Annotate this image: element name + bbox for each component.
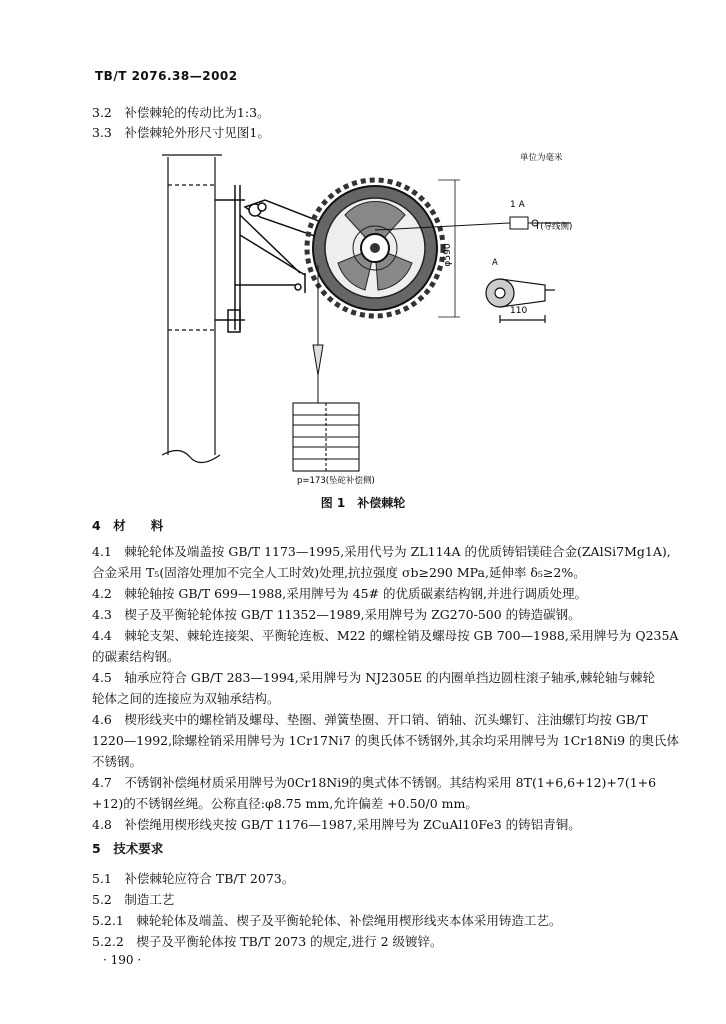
figure-ratchet-drawing	[150, 145, 610, 490]
section-5-title: 5 技术要求	[92, 841, 164, 856]
label-p-side: p=173(坠砣补偿侧)	[297, 476, 375, 486]
item-5-2: 5.2 制造工艺	[92, 892, 175, 907]
item-4-5-line-1: 4.5 轴承应符合 GB/T 283—1994,采用牌号为 NJ2305E 的内圈单挡边圆柱滚子轴承,棘轮轴与棘轮	[92, 670, 656, 685]
ratchet-wheel-drawing	[307, 180, 443, 316]
item-4-6-line-3: 不锈钢。	[92, 754, 143, 769]
item-4-4-line-1: 4.4 棘轮支架、棘轮连接架、平衡轮连板、M22 的螺栓销及螺母按 GB 700—1988,采用牌号为 Q235A	[92, 628, 679, 643]
item-4-4-line-2: 的碳素结构钢。	[92, 649, 180, 664]
clause-text: 补偿棘轮外形尺寸见图1。	[124, 125, 270, 140]
section-4-body	[92, 541, 680, 835]
diameter-label: φ590	[443, 243, 453, 267]
item-4-7-line-2: +12)的不锈钢丝绳。公称直径:φ8.75 mm,允许偏差 +0.50/0 mm。	[92, 796, 478, 811]
item-4-6-line-1: 4.6 楔形线夹中的螺栓销及螺母、垫圈、弹簧垫圈、开口销、销轴、沉头螺钉、注油螺钉均按 GB/T	[92, 712, 648, 727]
pole-drawing	[162, 155, 222, 463]
counterweight-stack	[293, 403, 359, 471]
label-t-side: T(导线侧)	[535, 222, 573, 232]
dim-110-label: 110	[510, 306, 528, 316]
clause-3-2	[92, 104, 270, 122]
clause-text: 补偿棘轮的传动比为1:3。	[124, 105, 270, 120]
standard-number-header: TB/T 2076.38—2002	[95, 69, 238, 83]
clause-3-3	[92, 124, 270, 142]
label-1a: 1 A	[510, 200, 525, 210]
clause-number: 3.2	[92, 105, 112, 120]
section-4-title: 4 材 料	[92, 518, 164, 533]
item-4-8: 4.8 补偿绳用楔形线夹按 GB/T 1176—1987,采用牌号为 ZCuAl10Fe3 的铸铝青铜。	[92, 817, 581, 832]
page-number: · 190 ·	[103, 953, 142, 967]
cable-to-weights	[313, 265, 323, 403]
section-5-body	[92, 868, 652, 952]
item-5-2-1: 5.2.1 棘轮轮体及端盖、楔子及平衡轮轮体、补偿绳用楔形线夹本体采用铸造工艺。	[92, 913, 562, 928]
item-5-1: 5.1 补偿棘轮应符合 TB/T 2073。	[92, 871, 295, 886]
item-4-3: 4.3 楔子及平衡轮轮体按 GB/T 11352—1989,采用牌号为 ZG270-500 的铸造碳钢。	[92, 607, 581, 622]
label-a: A	[492, 258, 498, 268]
item-4-1-line-2: 合金采用 T₅(固溶处理加不完全人工时效)处理,抗拉强度 σb≥290 MPa,延伸率 δ₅≥2%。	[92, 565, 586, 580]
item-4-2: 4.2 棘轮轴按 GB/T 699—1988,采用牌号为 45# 的优质碳素结构钢,并进行调质处理。	[92, 586, 588, 601]
figure-caption: 图 1 补偿棘轮	[320, 496, 406, 510]
item-4-7-line-1: 4.7 不锈钢补偿绳材质采用牌号为0Cr18Ni9的奥式体不锈钢。其结构采用 8T(1+6,6+12)+7(1+6	[92, 775, 657, 790]
balance-pulley-detail	[486, 279, 555, 323]
item-4-6-line-2: 1220—1992,除螺栓销采用牌号为 1Cr17Ni7 的奥氏体不锈钢外,其余均采用牌号为 1Cr18Ni9 的奥氏体	[92, 733, 680, 748]
item-5-2-2: 5.2.2 楔子及平衡轮体按 TB/T 2073 的规定,进行 2 级镀锌。	[92, 934, 443, 949]
item-4-1-line-1: 4.1 棘轮轮体及端盖按 GB/T 1173—1995,采用代号为 ZL114A 的优质铸铝镁硅合金(ZAlSi7Mg1A),	[92, 544, 671, 559]
unit-note: 单位为毫米	[520, 153, 563, 163]
item-4-5-line-2: 轮体之间的连接应为双轴承结构。	[92, 691, 280, 706]
clause-number: 3.3	[92, 125, 112, 140]
